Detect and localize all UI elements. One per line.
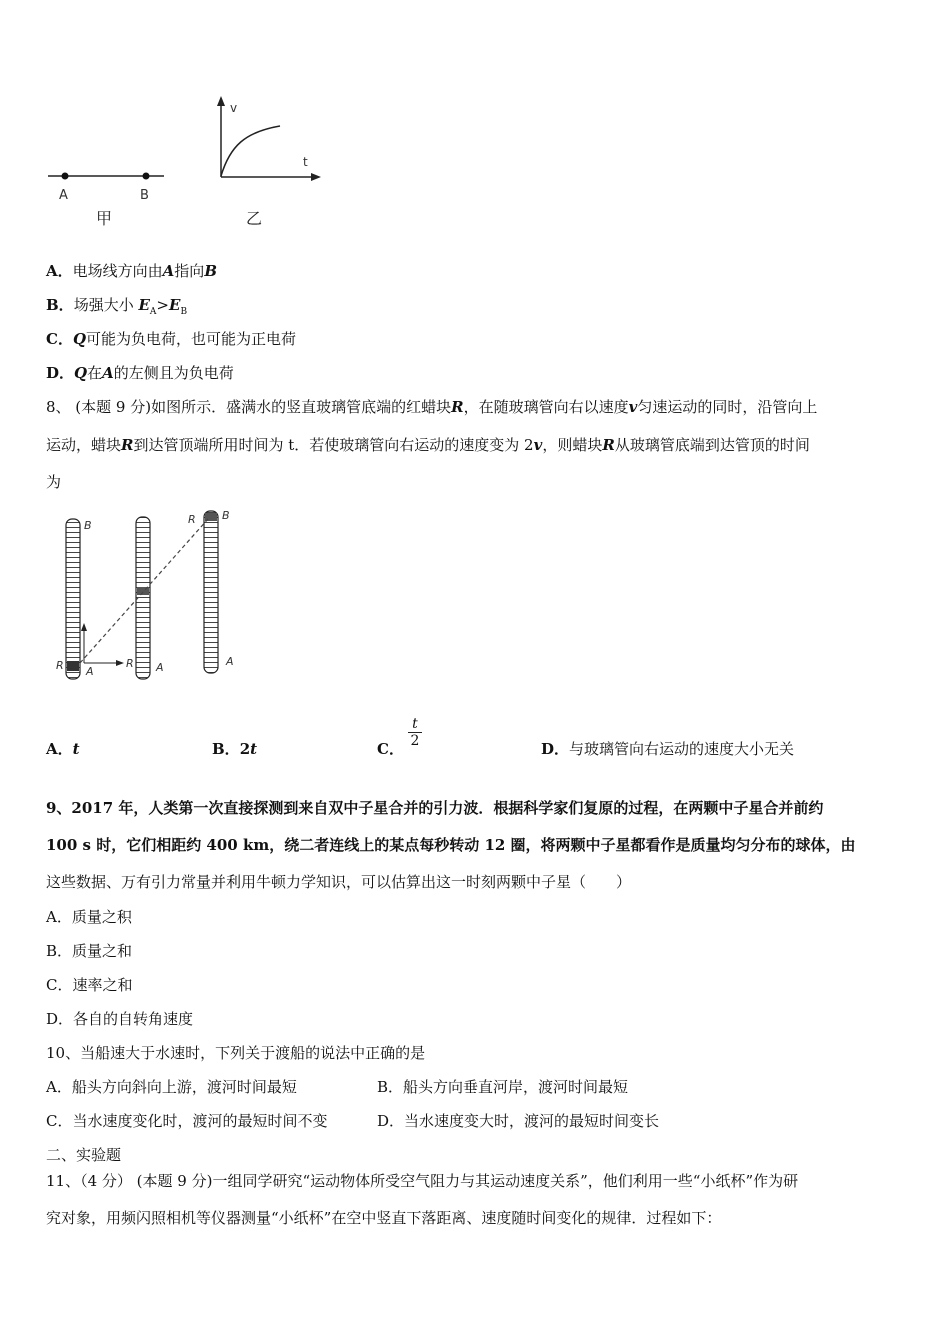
q8-line1-v: v [628,398,638,416]
q7-option-d-post: 的左侧且为负电荷 [113,364,234,382]
tube-2-label-a: A [156,661,164,674]
t-axis-arrow [311,173,321,181]
q7-option-a-from: A [162,262,175,280]
q8-option-b [212,739,257,759]
q8-option-c-label [377,739,404,759]
point-a-dot [62,173,69,180]
q8-stem-line1 [46,397,817,417]
q8-line1-pre: 8、 (本题 9 分)如图所示．盛满水的竖直玻璃管底端的红蜡块 [46,398,452,416]
caption-jia: 甲 [96,209,113,228]
q8-option-a-value: t [72,740,80,758]
q10-stem: 10、当船速大于水速时，下列关于渡船的说法中正确的是 [46,1044,426,1062]
q7-option-c-label: C． [46,330,73,348]
q7-option-d [46,363,234,383]
v-axis-arrow [217,96,225,106]
q10-option-c: C．当水速度变化时，渡河的最短时间不变 [46,1112,328,1130]
figure-glass-tubes [50,505,250,690]
t-axis-label: t [303,155,308,169]
q8-option-b-num: 2 [239,740,251,758]
q8-option-c-fraction [408,716,422,749]
q10-option-d: D．当水速度变大时，渡河的最短时间变长 [377,1112,660,1130]
q8-option-b-t: t [250,740,258,758]
point-a-label: A [59,188,68,203]
q8-option-c-label-text: C． [377,740,404,758]
velocity-right-arrowhead [116,660,124,666]
tube-2-label-r: R [126,657,134,670]
q8-option-d-text: 与玻璃管向右运动的速度大小无关 [569,740,795,758]
q8-line2-post: 从玻璃管底端到达管顶的时间 [614,436,810,454]
point-b-label: B [140,188,149,203]
q8-stem-line2 [46,435,810,455]
q8-option-c-numerator: t [412,716,418,732]
q8-option-c-denominator: 2 [408,732,422,749]
q7-option-b-sub-b: B [180,307,188,317]
q11-stem-line1: 11、（4 分） (本题 9 分)一组同学研究“运动物体所受空气阻力与其运动速度关系”，他们利用一些“小纸杯”作为研 [46,1172,799,1190]
tube-3-label-r: R [188,513,196,526]
tube-3 [204,511,218,673]
tube-3-label-b: B [222,509,230,522]
q8-line2-v: v [533,436,543,454]
q7-option-d-a: A [102,364,114,382]
q10-option-b: B．船头方向垂直河岸，渡河时间最短 [377,1078,629,1096]
q7-option-c-q: Q [72,330,87,348]
q9-option-c: C．速率之和 [46,976,133,994]
figure-field-line-and-vt-graph [40,92,340,237]
q7-option-c-text: 可能为负电荷，也可能为正电荷 [86,330,297,348]
q9-stem-line3: 这些数据、万有引力常量并利用牛顿力学知识，可以估算出这一时刻两颗中子星（ ） [46,873,632,891]
q7-option-d-q: Q [74,364,88,382]
q8-line2-r2: R [602,436,615,454]
q7-option-b-ea: E [138,296,150,314]
q8-line2-mid: 到达管顶端所用时间为 t．若使玻璃管向右运动的速度变为 2 [133,436,534,454]
q8-option-d-label: D． [541,740,570,758]
q8-stem-line3: 为 [46,473,62,491]
q8-line2-r: R [121,436,134,454]
q7-option-b-text: 场强大小 [73,296,134,314]
q8-option-d [541,739,794,759]
q7-option-b-gt: > [156,296,169,314]
q7-option-a-to: B [204,262,217,280]
q7-option-a-mid: 指向 [174,262,205,280]
velocity-up-arrowhead [81,623,87,631]
q9-option-b: B．质量之和 [46,942,133,960]
caption-yi: 乙 [246,209,263,228]
q8-option-a-label: A． [46,740,73,758]
q8-line1-r: R [451,398,464,416]
vt-curve [221,126,280,176]
q8-line1-mid: ，在随玻璃管向右以速度 [463,398,629,416]
tube-1-label-r: R [56,659,64,672]
q7-option-b-sub-a: A [149,307,157,317]
q7-option-b-eb: E [169,296,181,314]
tube-1-label-a: A [86,665,94,678]
q9-stem-line2: 100 s 时，它们相距约 400 km，绕二者连线上的某点每秒转动 12 圈，将两颗中子星都看作是质量均匀分布的球体，由 [46,836,856,854]
q10-option-a: A．船头方向斜向上游，渡河时间最短 [46,1078,297,1096]
q11-stem-line2: 究对象，用频闪照相机等仪器测量“小纸杯”在空中竖直下落距离、速度随时间变化的规律．过程如下： [46,1209,722,1227]
q7-option-b [46,295,187,322]
q8-line2-pre: 运动，蜡块 [46,436,122,454]
q7-option-a-label: A． [46,262,73,280]
q7-option-d-label: D． [46,364,75,382]
tube-1-wax [67,661,79,671]
q7-option-b-label: B． [46,296,74,314]
q7-option-a-text: 电场线方向由 [72,262,163,280]
v-axis-label: v [230,101,238,115]
tube-1-label-b: B [84,519,92,532]
q8-line1-post: 匀速运动的同时，沿管向上 [637,398,818,416]
q8-option-b-label: B． [212,740,240,758]
q8-line2-mid2: ，则蜡块 [542,436,603,454]
q7-option-d-pre: 在 [87,364,103,382]
q7-option-a [46,261,217,281]
q9-option-d: D．各自的自转角速度 [46,1010,194,1028]
section-experiment-title: 二、实验题 [46,1146,122,1164]
q8-option-a [46,739,80,759]
tube-3-label-a: A [226,655,234,668]
q7-option-c [46,329,296,349]
point-b-dot [143,173,150,180]
q9-stem-line1: 9、2017 年，人类第一次直接探测到来自双中子星合并的引力波．根据科学家们复原的过程，在两颗中子星合并前约 [46,799,824,817]
tube-1 [66,519,80,679]
q9-option-a: A．质量之积 [46,908,132,926]
